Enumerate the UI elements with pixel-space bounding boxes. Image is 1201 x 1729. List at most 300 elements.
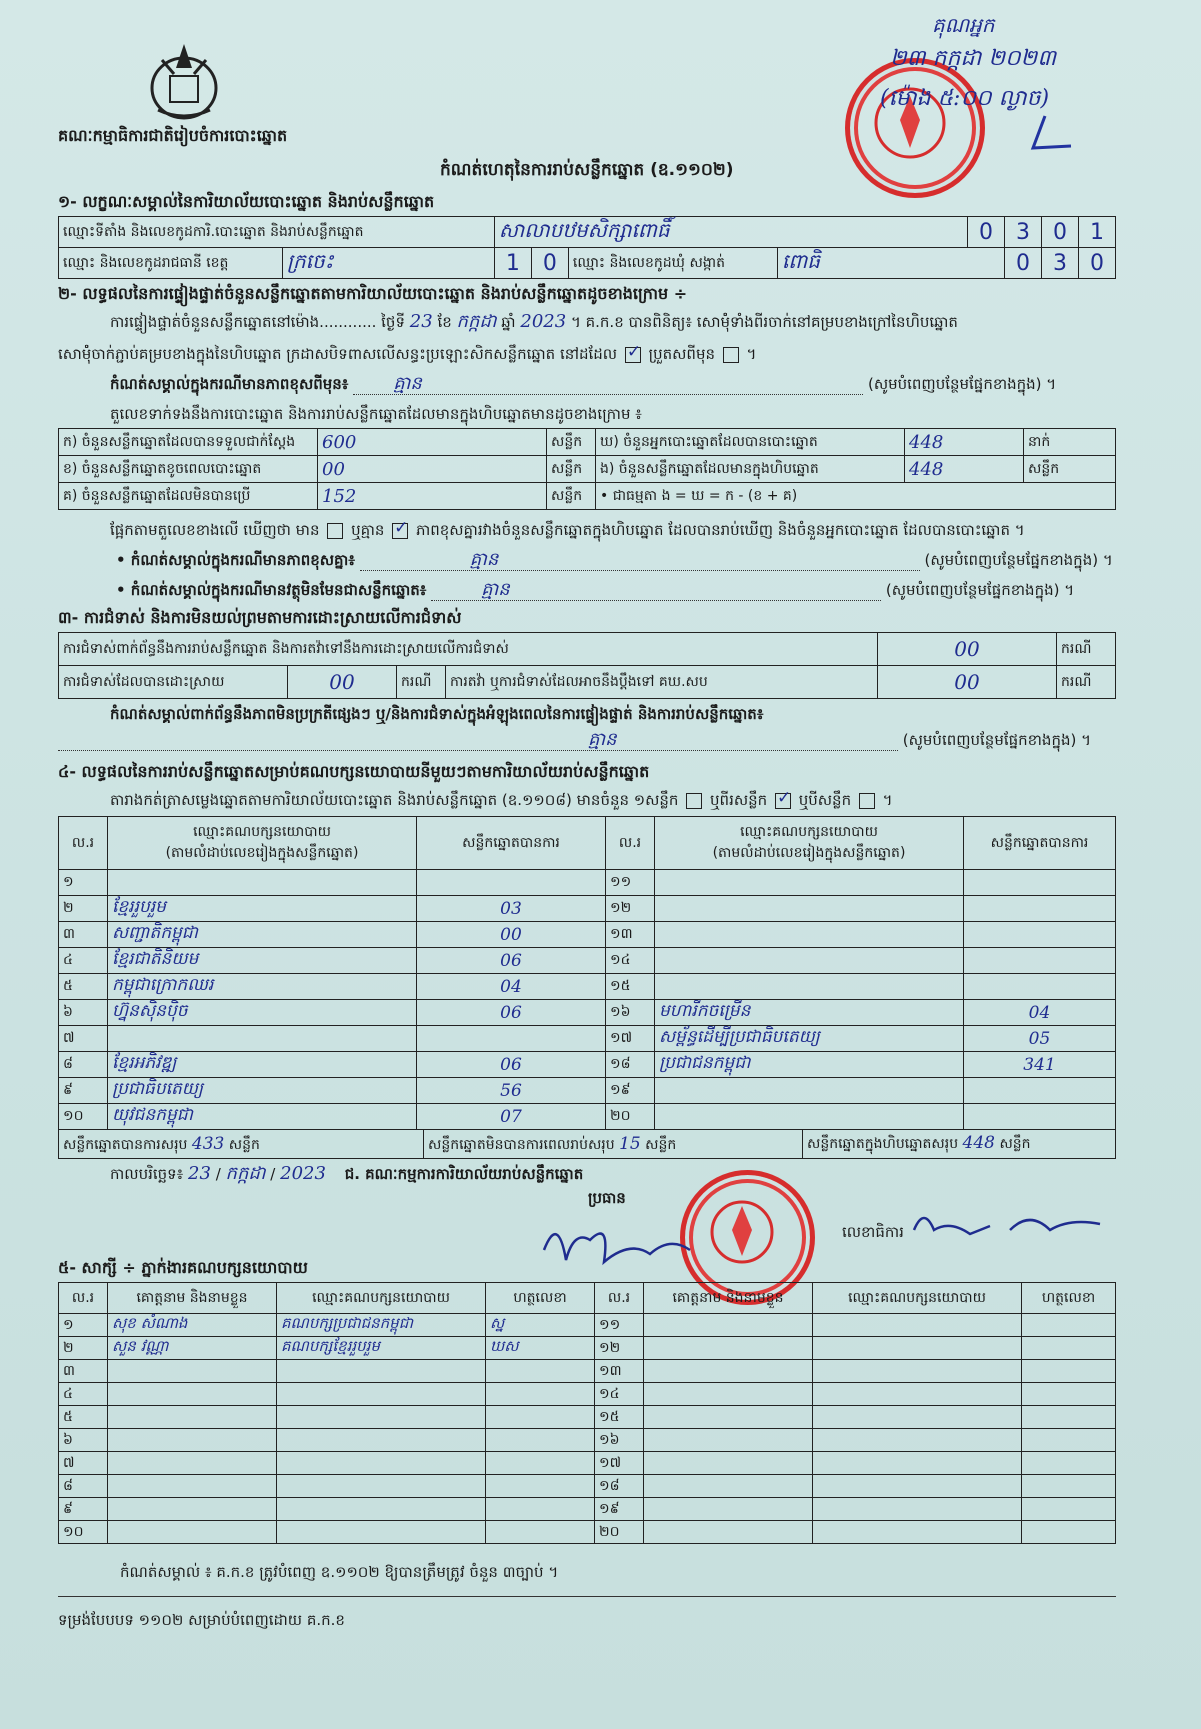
note-1-label: កំណត់សម្គាល់ក្នុងករណីមានភាពខុសពីមុន៖ <box>110 375 349 393</box>
figure-unit: សន្លឹក <box>547 483 596 510</box>
witness-party <box>277 1406 486 1429</box>
annotation-mark <box>1005 112 1075 157</box>
col-party-header <box>655 817 964 870</box>
witness-signature <box>1022 1429 1116 1452</box>
party-name: ខ្មែររួបរួម <box>108 896 417 922</box>
row-number: ៨ <box>59 1475 108 1498</box>
form-title: កំណត់ហេតុនៃការរាប់សន្លឹកឆ្នោត (ឧ.១១០២) <box>440 160 734 180</box>
total-invalid-unit: សន្លឹក <box>645 1137 677 1153</box>
row-number: ៤ <box>59 1383 108 1406</box>
objection-unit: ករណី <box>1057 633 1116 666</box>
table-row <box>59 1314 1116 1337</box>
party-name <box>655 1078 964 1104</box>
witness-party <box>813 1521 1022 1544</box>
row-number: ១ <box>59 1314 108 1337</box>
party-name: ខ្មែរជាតិនិយម <box>108 948 417 974</box>
party-name <box>655 948 964 974</box>
form-footer: ទម្រង់បែបបទ ១១០២ សម្រាប់បំពេញដោយ គ.ក.ខ <box>58 1611 345 1629</box>
row-number: ១៧ <box>595 1452 644 1475</box>
commission-emblem-icon <box>148 40 220 122</box>
witness-signature <box>486 1475 595 1498</box>
verification-month: កក្កដា <box>456 311 497 332</box>
row-number: ៥ <box>59 1406 108 1429</box>
party-name <box>655 896 964 922</box>
annotation-line-2: ២៣ កក្កដា ២០២៣ <box>890 46 1056 71</box>
verification-day: 23 <box>409 311 433 332</box>
vote-count <box>964 1078 1116 1104</box>
party-name <box>655 974 964 1000</box>
witness-party <box>277 1452 486 1475</box>
row-number: ១ <box>59 870 108 896</box>
official-stamp <box>845 58 985 198</box>
row-number: ៩ <box>59 1498 108 1521</box>
row-number: ២ <box>59 896 108 922</box>
verification-year: 2023 <box>520 311 567 332</box>
witness-party <box>277 1360 486 1383</box>
total-invalid-label: សន្លឹកឆ្នោតមិនបានការពេលរាប់សរុប <box>428 1137 615 1153</box>
witness-party <box>277 1429 486 1452</box>
row-number: ៩ <box>59 1078 108 1104</box>
witness-name <box>644 1452 813 1475</box>
col-party-subtitle: (តាមលំដាប់លេខរៀងក្នុងសន្លឹកឆ្នោត) <box>712 845 906 861</box>
figures-intro: តួលេខទាក់ទងនឹងការបោះឆ្នោត និងការរាប់សន្លឹកឆ្នោតដែលមានក្នុងហិបឆ្នោតមានដូចខាងក្រោម ៖ <box>110 405 642 423</box>
witness-table <box>58 1282 1116 1544</box>
row-number: ១៣ <box>606 922 655 948</box>
figure-unit: សន្លឹក <box>547 429 596 456</box>
witness-signature <box>1022 1337 1116 1360</box>
verification-line-1 <box>110 312 958 332</box>
witness-party: គណបក្សប្រជាជនកម្ពុជា <box>277 1314 486 1337</box>
three-sheet-label: ឬបីសន្លឹក <box>798 791 852 809</box>
irregularity-note-label: កំណត់សម្គាល់ពាក់ព័ន្ធនឹងភាពមិនប្រក្រតីផ្សេងៗ ឬ/និងការជំទាស់ក្នុងអំឡុងពេលនៃការផ្ទៀងផ្ទាត់ និងការរាប់សន្លឹកឆ្នោត៖ <box>110 705 764 723</box>
figure-value: 600 <box>318 429 547 456</box>
party-name: ហ្វ៊ុនស៊ិនប៉ិច <box>108 1000 417 1026</box>
witness-name <box>644 1498 813 1521</box>
commune-code-digit: 0 <box>1005 248 1042 279</box>
row-number: ៥ <box>59 974 108 1000</box>
row-number: ១៤ <box>595 1383 644 1406</box>
totals-row <box>59 1130 1116 1159</box>
table-row <box>59 1360 1116 1383</box>
row-number: ១៥ <box>606 974 655 1000</box>
section-4-heading: ៤- លទ្ធផលនៃការរាប់សន្លឹកឆ្នោតសម្រាប់គណបក្សនយោបាយនីមួយៗតាមការិយាល័យរាប់សន្លឹកឆ្នោត <box>58 762 650 781</box>
commune-code-digit: 3 <box>1042 248 1079 279</box>
party-name <box>108 1026 417 1052</box>
witness-party <box>813 1406 1022 1429</box>
verification-month-label: ខែ <box>437 313 452 331</box>
vote-count: 04 <box>964 1000 1116 1026</box>
col-no-header: ល.រ <box>59 817 108 870</box>
party-name: ប្រជាជនកម្ពុជា <box>655 1052 964 1078</box>
date-month: កក្កដា <box>225 1163 266 1184</box>
party-name <box>655 870 964 896</box>
witness-party: គណបក្សខ្មែររួបរួម <box>277 1337 486 1360</box>
objection-label: ការជំទាស់ពាក់ព័ន្ធនឹងការរាប់សន្លឹកឆ្នោត និងការតវ៉ាទៅនឹងការដោះស្រាយលើការជំទាស់ <box>59 633 878 666</box>
vote-count <box>964 870 1116 896</box>
province-label: ឈ្មោះ និងលេខកូដរាជធានី ខេត្ត <box>59 248 283 279</box>
witness-party <box>277 1521 486 1544</box>
resolved-label: ការជំទាស់ដែលបានដោះស្រាយ <box>59 666 288 699</box>
province-name: ក្រចេះ <box>283 248 495 279</box>
witness-name <box>108 1521 277 1544</box>
one-sheet-checkbox[interactable] <box>686 793 702 809</box>
party-name: មហារីកចម្រើន <box>655 1000 964 1026</box>
witness-party <box>813 1314 1022 1337</box>
row-number: ១៩ <box>606 1078 655 1104</box>
tally-sheet-text: តារាងកត់ត្រាសម្លេងឆ្នោតតាមការិយាល័យបោះឆ្នោត និងរាប់សន្លឹកឆ្នោត (ឧ.១១០៨) មានចំនួន ១សន្លឹក <box>110 791 679 809</box>
witness-signature <box>486 1429 595 1452</box>
commune-name: ពោធិ <box>777 248 1004 279</box>
figure-label: គ) ចំនួនសន្លឹកឆ្នោតដែលមិនបានប្រើ <box>59 483 318 510</box>
col-party-header: ឈ្មោះគណបក្សនយោបាយ <box>277 1283 486 1314</box>
witness-signature <box>1022 1475 1116 1498</box>
vote-count: 03 <box>417 896 606 922</box>
witness-party <box>277 1383 486 1406</box>
figures-row <box>59 456 1116 483</box>
ballot-figures-table <box>58 428 1116 510</box>
table-row <box>59 1000 1116 1026</box>
witness-name <box>644 1360 813 1383</box>
no-discrepancy-checkbox[interactable] <box>392 523 408 539</box>
col-sign-header: ហត្ថលេខា <box>486 1283 595 1314</box>
table-row <box>59 1052 1116 1078</box>
figure-unit: សន្លឹក <box>1024 456 1116 483</box>
party-name: យុវជនកម្ពុជា <box>108 1104 417 1130</box>
table-row <box>59 922 1116 948</box>
row-number: ៧ <box>59 1026 108 1052</box>
row-number: ៦ <box>59 1429 108 1452</box>
vote-count: 07 <box>417 1104 606 1130</box>
row-number: ១៦ <box>595 1429 644 1452</box>
col-party-subtitle: (តាមលំដាប់លេខរៀងក្នុងសន្លឹកឆ្នោត) <box>165 845 359 861</box>
col-party-header: ឈ្មោះគណបក្សនយោបាយ <box>813 1283 1022 1314</box>
figure-unit: សន្លឹក <box>547 456 596 483</box>
party-name: សញ្ជាតិកម្ពុជា <box>108 922 417 948</box>
secretary-label: លេខាធិការ <box>842 1223 904 1241</box>
footer-divider <box>58 1596 1116 1597</box>
note-2-value: គ្មាន <box>469 549 499 570</box>
witness-signature <box>486 1521 595 1544</box>
vote-count <box>964 1104 1116 1130</box>
two-sheet-label: ឬពីរសន្លឹក <box>710 791 768 809</box>
has-discrepancy-checkbox[interactable] <box>327 523 343 539</box>
total-valid-unit: សន្លឹក <box>228 1137 260 1153</box>
witness-party <box>813 1337 1022 1360</box>
different-checkbox[interactable] <box>723 347 739 363</box>
section-1-table <box>58 216 1116 279</box>
witness-signature <box>486 1406 595 1429</box>
vote-count: 06 <box>417 1052 606 1078</box>
row-number: ១២ <box>595 1337 644 1360</box>
table-row <box>59 896 1116 922</box>
witness-name <box>108 1498 277 1521</box>
col-sign-header: ហត្ថលេខា <box>1022 1283 1116 1314</box>
chair-label: ប្រធាន <box>588 1189 626 1207</box>
row-number: ៨ <box>59 1052 108 1078</box>
polling-station-label: ឈ្មោះទីតាំង និងលេខកូដការិ.បោះឆ្នោត និងរាប់សន្លឹកឆ្នោត <box>59 217 495 248</box>
table-row <box>59 1104 1116 1130</box>
witness-name <box>108 1475 277 1498</box>
vote-count: 56 <box>417 1078 606 1104</box>
witness-name <box>644 1406 813 1429</box>
signature-date-line: កាលបរិច្ឆេទ៖ 23 / កក្កដា / 2023 ជ. គណៈកម្មការការិយាល័យរាប់សន្លឹកឆ្នោត <box>110 1163 584 1184</box>
row-number: ១៧ <box>606 1026 655 1052</box>
footer-note: កំណត់សម្គាល់ ៖ គ.ក.ខ ត្រូវបំពេញ ឧ.១១០២ ឱ្យបានត្រឹមត្រូវ ចំនួន ៣ច្បាប់ ។ <box>120 1563 559 1581</box>
verification-text-end: ។ គ.ក.ខ បានពិនិត្យ៖ សោម៉ុំទាំងពីរចាក់នៅគម្របខាងក្រៅនៃហិបឆ្នោត <box>570 313 958 331</box>
witness-name <box>108 1360 277 1383</box>
vote-count: 05 <box>964 1026 1116 1052</box>
witness-name <box>644 1314 813 1337</box>
polling-station-name: សាលាបឋមសិក្សាពោធិ៍ <box>494 217 967 248</box>
note-1 <box>110 374 1110 395</box>
row-number: ១២ <box>606 896 655 922</box>
row-number: ៦ <box>59 1000 108 1026</box>
verification-text-2: សោម៉ុំចាក់ភ្ជាប់គម្របខាងក្នុងនៃហិបឆ្នោត ក្រដាសបិទពាសលើសន្ធះប្រឡោះសិកសន្លឹកឆ្នោត នៅដដែល <box>58 345 618 363</box>
note-3-value: គ្មាន <box>481 579 510 600</box>
note-3-label: • កំណត់សម្គាល់ក្នុងករណីមានវត្ថុមិនមែនជាសន្លឹកឆ្នោត៖ <box>116 581 427 599</box>
witness-signature <box>486 1498 595 1521</box>
row-number: ១៦ <box>606 1000 655 1026</box>
row-number: ៧ <box>59 1452 108 1475</box>
chair-signature <box>540 1210 700 1280</box>
total-valid-label: សន្លឹកឆ្នោតបានការសរុប <box>63 1137 188 1153</box>
table-row <box>59 1475 1116 1498</box>
secretary-signature <box>910 1200 1110 1250</box>
vote-count <box>417 870 606 896</box>
section-2-heading: ២- លទ្ធផលនៃការផ្ទៀងផ្ទាត់ចំនួនសន្លឹកឆ្នោតតាមការិយាល័យបោះឆ្នោត និងរាប់សន្លឹកឆ្នោតដូចខាងក្រោម ÷ <box>58 284 688 303</box>
discrepancy-text: ផ្អែកតាមតួលេខខាងលើ ឃើញថា មាន <box>110 521 320 539</box>
note-3-suffix: (សូមបំពេញបន្ថែមផ្នែកខាងក្នុង) ។ <box>885 581 1075 599</box>
witness-signature: ឃស <box>486 1337 595 1360</box>
witness-name <box>644 1521 813 1544</box>
figure-label: ង) ចំនួនសន្លឹកឆ្នោតដែលមានក្នុងហិបឆ្នោត <box>596 456 905 483</box>
col-votes-header: សន្លឹកឆ្នោតបានការ <box>417 817 606 870</box>
province-code-digit: 0 <box>531 248 568 279</box>
vote-count <box>964 896 1116 922</box>
table-row <box>59 1452 1116 1475</box>
witness-party <box>277 1498 486 1521</box>
col-party-header <box>108 817 417 870</box>
figure-label: ឃ) ចំនួនអ្នកបោះឆ្នោតដែលបានបោះឆ្នោត <box>596 429 905 456</box>
station-code-digit: 1 <box>1079 217 1116 248</box>
total-invalid-value: 15 <box>619 1134 641 1154</box>
witness-signature <box>1022 1383 1116 1406</box>
total-box-value: 448 <box>962 1133 995 1153</box>
figure-value: 448 <box>905 429 1024 456</box>
figure-value: 152 <box>318 483 547 510</box>
figures-row <box>59 483 1116 510</box>
witness-name <box>644 1383 813 1406</box>
col-name-header: គោត្តនាម និងនាមខ្លួន <box>108 1283 277 1314</box>
station-code-digit: 3 <box>1005 217 1042 248</box>
party-name: កម្ពុជាក្រោកឈរ <box>108 974 417 1000</box>
commune-label: ឈ្មោះ និងលេខកូដឃុំ សង្កាត់ <box>568 248 777 279</box>
row-number: ១៨ <box>606 1052 655 1078</box>
party-results-table <box>58 816 1116 1159</box>
verification-line-2: សោម៉ុំចាក់ភ្ជាប់គម្របខាងក្នុងនៃហិបឆ្នោត ក្រដាសបិទពាសលើសន្ធះប្រឡោះសិកសន្លឹកឆ្នោត នៅដដែល ✓ ប្រួតសពីមុន ។ <box>58 344 756 364</box>
figure-value: 448 <box>905 456 1024 483</box>
annotation-line-1: គុណអ្នក <box>932 13 995 37</box>
figure-label: ក) ចំនួនសន្លឹកឆ្នោតដែលបានទទួលជាក់ស្តែង <box>59 429 318 456</box>
witness-signature <box>1022 1314 1116 1337</box>
party-name <box>108 870 417 896</box>
vote-count <box>964 974 1116 1000</box>
figure-value: 00 <box>318 456 547 483</box>
row-number: ១៩ <box>595 1498 644 1521</box>
commune-code-digit: 0 <box>1079 248 1116 279</box>
row-number: ១៣ <box>595 1360 644 1383</box>
appeal-count: 00 <box>878 666 1057 699</box>
witness-name <box>108 1406 277 1429</box>
witness-name <box>108 1452 277 1475</box>
section-3-heading: ៣- ការជំទាស់ និងការមិនយល់ព្រមតាមការដោះស្រាយលើការជំទាស់ <box>58 608 462 627</box>
section-1-heading: ១- លក្ខណៈសម្គាល់នៃការិយាល័យបោះឆ្នោត និងរាប់សន្លឹកឆ្នោត <box>58 192 435 211</box>
witness-signature <box>486 1360 595 1383</box>
table-row <box>59 1429 1116 1452</box>
witness-party <box>813 1452 1022 1475</box>
row-number: ៤ <box>59 948 108 974</box>
note-2-label: • កំណត់សម្គាល់ក្នុងករណីមានភាពខុសគ្នា៖ <box>116 551 355 569</box>
vote-count <box>417 1026 606 1052</box>
witness-name <box>108 1429 277 1452</box>
discrepancy-text-end: ភាពខុសគ្នារវាងចំនួនសន្លឹកឆ្នោតក្នុងហិបឆ្នោត ដែលបានរាប់ឃើញ និងចំនួនអ្នកបោះឆ្នោត ដែលបានបោះឆ្នោត ។ <box>415 521 1025 539</box>
org-name: គណៈកម្មាធិការជាតិរៀបចំការបោះឆ្នោត <box>58 126 288 145</box>
objections-table <box>58 632 1116 699</box>
vote-count: 04 <box>417 974 606 1000</box>
witness-signature <box>486 1452 595 1475</box>
date-day: 23 <box>188 1163 211 1184</box>
figure-unit: នាក់ <box>1024 429 1116 456</box>
table-row <box>59 1498 1116 1521</box>
different-label: ប្រួតសពីមុន <box>648 345 715 363</box>
witness-name <box>108 1383 277 1406</box>
section-5-heading: ៥- សាក្សី ÷ ភ្នាក់ងារគណបក្សនយោបាយ <box>58 1258 308 1277</box>
party-name: ប្រជាធិបតេយ្យ <box>108 1078 417 1104</box>
witness-name <box>644 1429 813 1452</box>
row-number: ២ <box>59 1337 108 1360</box>
table-row <box>59 1078 1116 1104</box>
witness-name <box>644 1337 813 1360</box>
date-label: កាលបរិច្ឆេទ៖ <box>110 1165 184 1183</box>
row-number: ៣ <box>59 922 108 948</box>
three-sheet-checkbox[interactable] <box>859 793 875 809</box>
row-number: ១៥ <box>595 1406 644 1429</box>
row-number: ២០ <box>595 1521 644 1544</box>
col-no-header: ល.រ <box>606 817 655 870</box>
appeal-label: ការតវ៉ា ឬការជំទាស់ដែលអាចនឹងប្តឹងទៅ គឃ.សប <box>446 666 878 699</box>
total-valid-value: 433 <box>191 1134 225 1154</box>
table-row <box>59 948 1116 974</box>
tally-sheet-line: តារាងកត់ត្រាសម្លេងឆ្នោតតាមការិយាល័យបោះឆ្នោត និងរាប់សន្លឹកឆ្នោត (ឧ.១១០៨) មានចំនួន ១សន្លឹក ឬពីរសន្លឹក ✓ ឬបីសន្លឹក ។ <box>110 790 893 810</box>
witness-party <box>813 1360 1022 1383</box>
col-no-header: ល.រ <box>595 1283 644 1314</box>
vote-count: 341 <box>964 1052 1116 1078</box>
resolved-count: 00 <box>288 666 397 699</box>
note-2 <box>116 550 1113 571</box>
witness-signature <box>1022 1521 1116 1544</box>
verification-year-label: ឆ្នាំ <box>501 313 516 331</box>
province-code-digit: 1 <box>494 248 531 279</box>
note-1-value: គ្មាន <box>393 373 422 394</box>
witness-signature <box>1022 1360 1116 1383</box>
vote-count: 06 <box>417 1000 606 1026</box>
total-box-label: សន្លឹកឆ្នោតក្នុងហិបឆ្នោតសរុប <box>807 1136 959 1152</box>
row-number: ១០ <box>59 1521 108 1544</box>
table-row <box>59 1026 1116 1052</box>
irregularity-note-value: គ្មាន <box>588 729 617 750</box>
same-checkbox[interactable] <box>625 347 641 363</box>
witness-signature <box>486 1383 595 1406</box>
witness-signature <box>1022 1498 1116 1521</box>
witness-signature <box>1022 1406 1116 1429</box>
col-party-title: ឈ្មោះគណបក្សនយោបាយ <box>193 824 331 840</box>
note-3 <box>116 580 1074 601</box>
irregularity-note-suffix: (សូមបំពេញបន្ថែមផ្នែកខាងក្នុង) ។ <box>902 731 1092 749</box>
col-name-header: គោត្តនាម និងនាមខ្លួន <box>644 1283 813 1314</box>
note-2-suffix: (សូមបំពេញបន្ថែមផ្នែកខាងក្នុង) ។ <box>924 551 1113 569</box>
witness-name <box>644 1475 813 1498</box>
note-1-suffix: (សូមបំពេញបន្ថែមផ្នែកខាងក្នុង) ។ <box>867 375 1057 393</box>
appeal-unit: ករណី <box>1057 666 1116 699</box>
vote-count <box>964 922 1116 948</box>
witness-name: សុខ សំណាង <box>108 1314 277 1337</box>
witness-party <box>813 1475 1022 1498</box>
total-box-unit: សន្លឹក <box>999 1136 1031 1152</box>
table-row <box>59 1521 1116 1544</box>
row-number: ១១ <box>606 870 655 896</box>
party-name <box>655 1104 964 1130</box>
vote-count <box>964 948 1116 974</box>
objection-count: 00 <box>878 633 1057 666</box>
resolved-unit: ករណី <box>397 666 446 699</box>
party-name: សម្ព័ន្ធដើម្បីប្រជាធិបតេយ្យ <box>655 1026 964 1052</box>
witness-party <box>813 1383 1022 1406</box>
two-sheet-checkbox[interactable] <box>775 793 791 809</box>
table-row <box>59 974 1116 1000</box>
table-row <box>59 1383 1116 1406</box>
formula-note: • ជាធម្មតា ង = ឃ = ក - (ខ + គ) <box>596 483 1116 510</box>
row-number: ១០ <box>59 1104 108 1130</box>
table-row <box>59 1406 1116 1429</box>
row-number: ២០ <box>606 1104 655 1130</box>
figures-row <box>59 429 1116 456</box>
table-row <box>59 870 1116 896</box>
no-discrepancy-label: ឬគ្មាន <box>351 521 385 539</box>
row-number: ៣ <box>59 1360 108 1383</box>
verification-text: ការផ្ទៀងផ្ទាត់ចំនួនសន្លឹកឆ្នោតនៅម៉ោង............ ថ្ងៃទី <box>110 313 405 331</box>
discrepancy-line <box>110 520 1025 540</box>
vote-count: 00 <box>417 922 606 948</box>
party-name <box>655 922 964 948</box>
station-code-digit: 0 <box>968 217 1005 248</box>
witness-party <box>813 1429 1022 1452</box>
witness-party <box>277 1475 486 1498</box>
party-name: ខ្មែរអភិវឌ្ឍ <box>108 1052 417 1078</box>
annotation-line-3: (ម៉ោង ៥:០០ ល្ងាច) <box>880 86 1050 111</box>
row-number: ១៤ <box>606 948 655 974</box>
row-number: ១១ <box>595 1314 644 1337</box>
irregularity-note <box>58 730 1116 751</box>
col-no-header: ល.រ <box>59 1283 108 1314</box>
col-votes-header: សន្លឹកឆ្នោតបានការ <box>964 817 1116 870</box>
witness-party <box>813 1498 1022 1521</box>
table-row <box>59 1337 1116 1360</box>
total-box <box>803 1133 1031 1155</box>
figure-label: ខ) ចំនួនសន្លឹកឆ្នោតខូចពេលបោះឆ្នោត <box>59 456 318 483</box>
witness-name: សួន វណ្ណា <box>108 1337 277 1360</box>
total-valid <box>59 1130 424 1158</box>
witness-signature <box>1022 1452 1116 1475</box>
